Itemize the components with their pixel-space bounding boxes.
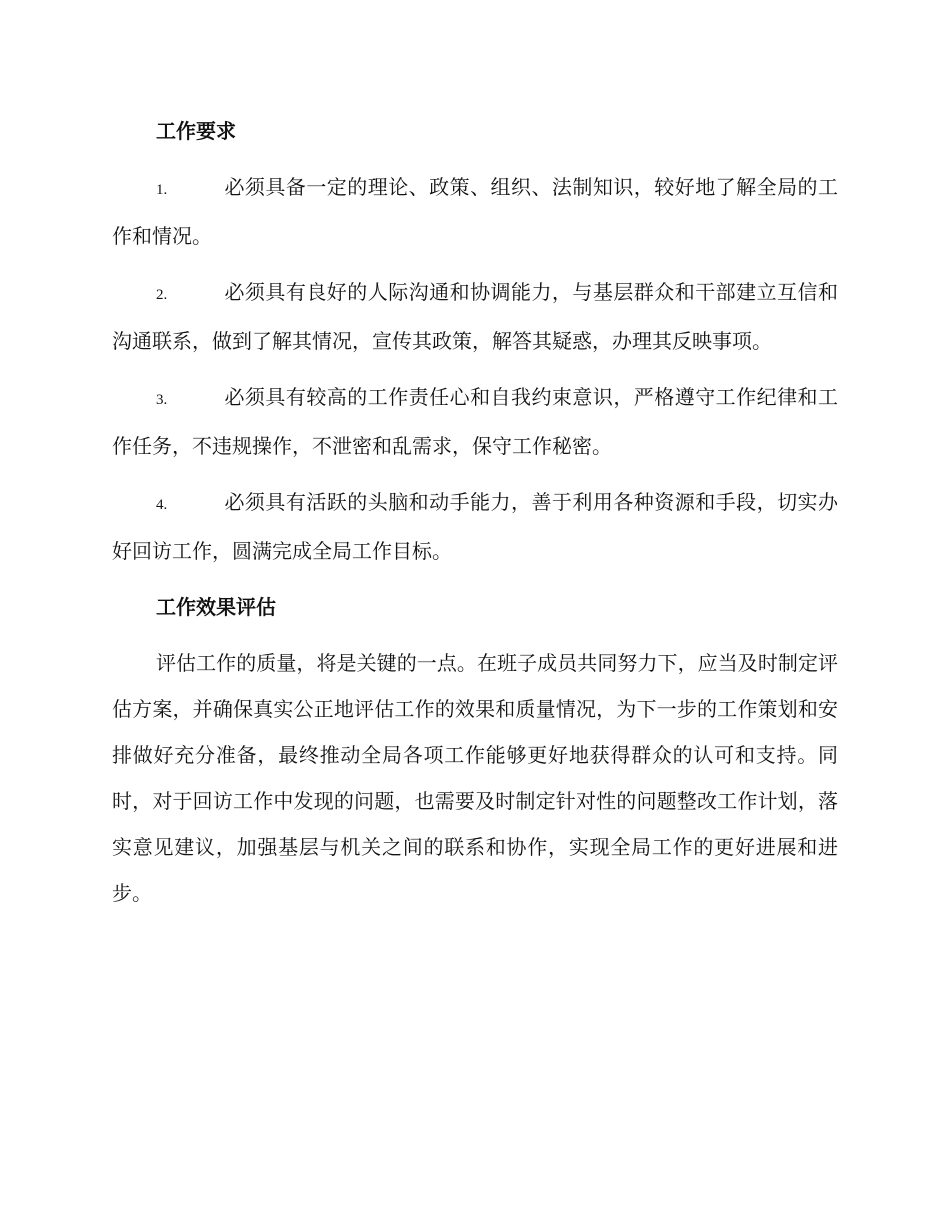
document-page xyxy=(112,108,838,916)
requirement-item-4 xyxy=(112,479,838,574)
list-number: 1. xyxy=(156,182,168,198)
list-number: 3. xyxy=(156,392,168,408)
requirement-item-1 xyxy=(112,164,838,259)
list-item-text: 必须具有良好的人际沟通和协调能力，与基层群众和干部建立互信和沟通联系，做到了解其情况，宣传其政策，解答其疑惑，办理其反映事项。 xyxy=(112,280,838,353)
evaluation-paragraph: 评估工作的质量，将是关键的一点。在班子成员共同努力下，应当及时制定评估方案，并确保真实公正地评估工作的效果和质量情况，为下一步的工作策划和安排做好充分准备，最终推动全局各项工作能够更好地获得群众的认可和支持。同时，对于回访工作中发现的问题，也需要及时制定针对性的问题整改工作计划，落实意见建议，加强基层与机关之间的联系和协作，实现全局工作的更好进展和进步。 xyxy=(112,651,838,905)
requirement-item-3 xyxy=(112,374,838,469)
list-number: 2. xyxy=(156,287,168,303)
list-number: 4. xyxy=(156,497,168,513)
requirement-item-2 xyxy=(112,269,838,364)
list-item-text: 必须具有较高的工作责任心和自我约束意识，严格遵守工作纪律和工作任务，不违规操作，不泄密和乱需求，保守工作秘密。 xyxy=(112,385,838,458)
section-heading-requirements: 工作要求 xyxy=(156,119,236,143)
list-item-text: 必须具有活跃的头脑和动手能力，善于利用各种资源和手段，切实办好回访工作，圆满完成全局工作目标。 xyxy=(112,490,838,563)
list-item-text: 必须具备一定的理论、政策、组织、法制知识，较好地了解全局的工作和情况。 xyxy=(112,175,838,248)
section-heading-evaluation: 工作效果评估 xyxy=(156,595,276,619)
